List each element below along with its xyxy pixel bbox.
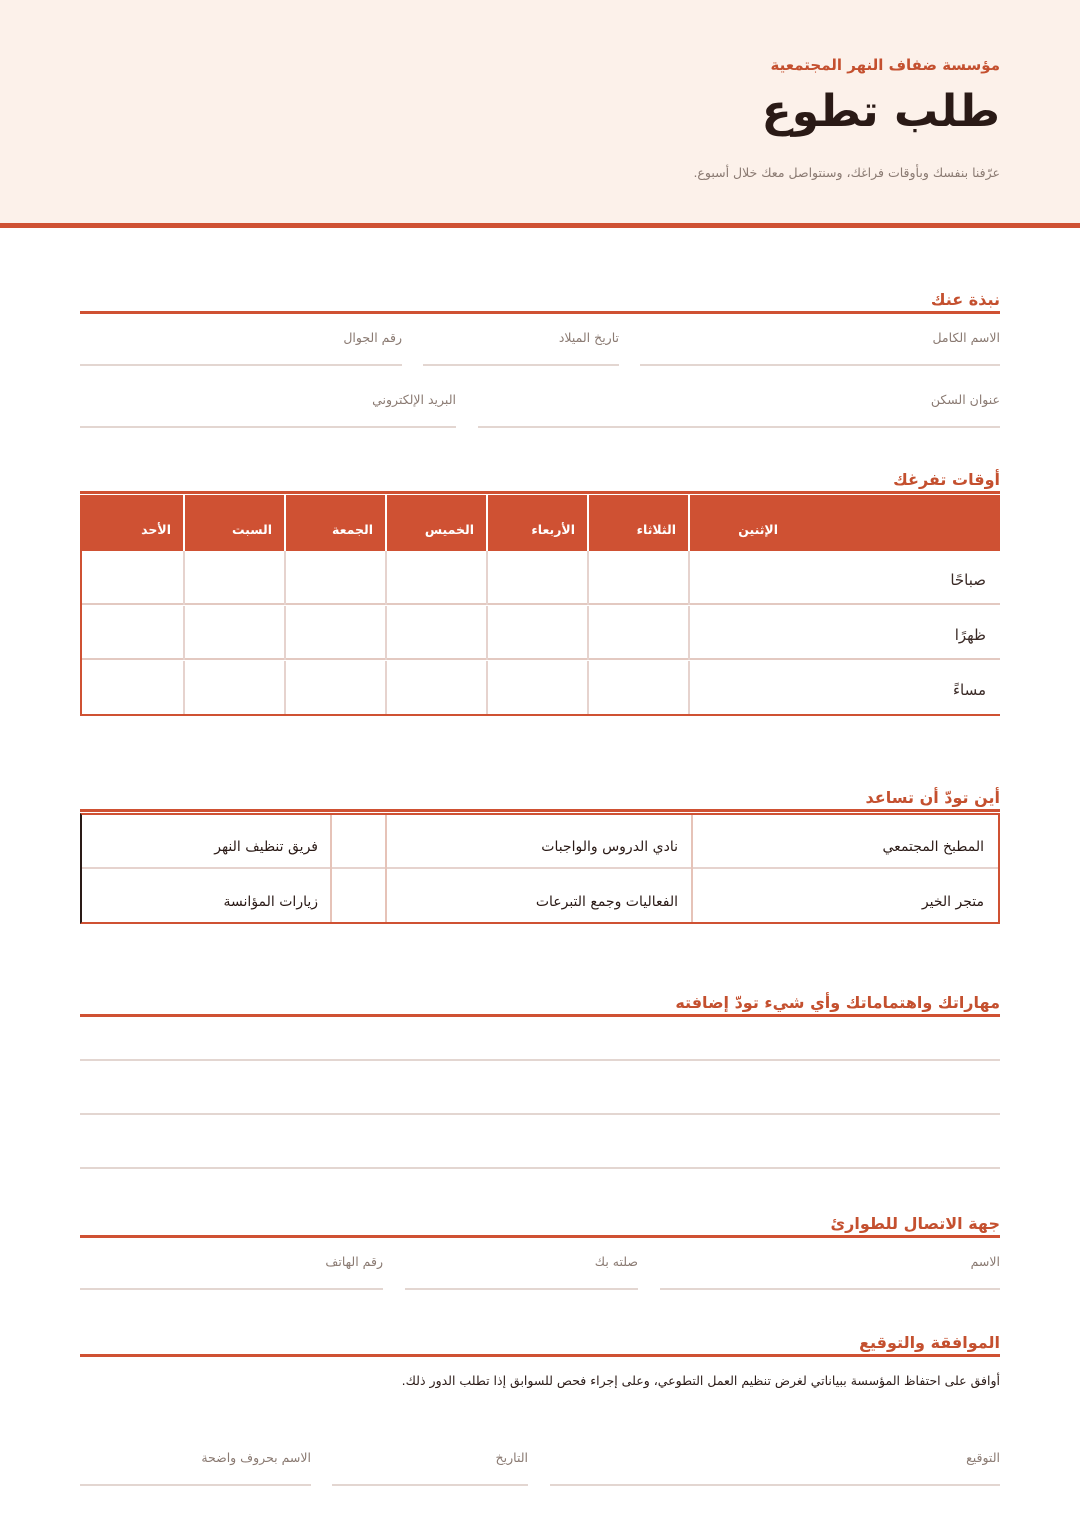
- availability-cell[interactable]: [688, 606, 790, 660]
- help-option[interactable]: زيارات المؤانسة: [223, 894, 318, 910]
- availability-cell[interactable]: [284, 661, 385, 715]
- page-title: طلب تطوع: [761, 86, 1000, 137]
- availability-row: [80, 551, 1000, 605]
- availability-cell[interactable]: [486, 661, 587, 715]
- day-header: الإثنين: [688, 495, 790, 551]
- availability-cell[interactable]: [385, 551, 486, 605]
- table-bottom-border: [80, 714, 1000, 716]
- slot-label: مساءً: [952, 681, 986, 699]
- day-header: الأحد: [80, 495, 183, 551]
- section-availability: [80, 470, 1000, 494]
- help-row: [82, 870, 998, 924]
- availability-table: [80, 495, 1000, 716]
- availability-cell[interactable]: [587, 551, 688, 605]
- section-about: [80, 290, 1000, 314]
- help-option[interactable]: نادي الدروس والواجبات: [541, 839, 678, 855]
- availability-row: [80, 661, 1000, 715]
- mobile-label: رقم الجوال: [343, 330, 402, 345]
- section-skills: [80, 993, 1000, 1017]
- printed-name-field[interactable]: [80, 1436, 311, 1486]
- day-header: الخميس: [385, 495, 486, 551]
- email-label: البريد الإلكتروني: [372, 392, 456, 407]
- consent-date-label: التاريخ: [495, 1450, 528, 1465]
- emergency-relation-field[interactable]: [405, 1240, 638, 1290]
- slot-label: صباحًا: [950, 571, 986, 589]
- address-field[interactable]: [478, 378, 1000, 428]
- availability-row: [80, 606, 1000, 660]
- emergency-relation-label: صلته بك: [594, 1254, 638, 1269]
- table-left-border: [80, 495, 82, 716]
- help-option[interactable]: فريق تنظيف النهر: [214, 839, 318, 855]
- availability-cell[interactable]: [486, 551, 587, 605]
- availability-cell[interactable]: [80, 661, 183, 715]
- availability-cell[interactable]: [587, 606, 688, 660]
- availability-cell[interactable]: [385, 606, 486, 660]
- section-consent: [80, 1333, 1000, 1357]
- availability-cell[interactable]: [385, 661, 486, 715]
- column-divider: [385, 815, 387, 922]
- section-help-title: أين تودّ أن تساعد: [865, 788, 1000, 807]
- section-availability-title: أوقات تفرغك: [893, 470, 1000, 489]
- birth-date-label: تاريخ الميلاد: [558, 330, 619, 345]
- emergency-phone-field[interactable]: [80, 1240, 383, 1290]
- consent-date-field[interactable]: [332, 1436, 528, 1486]
- page-subtitle: عرّفنا بنفسك وبأوقات فراغك، وسنتواصل معك خلال أسبوع.: [693, 165, 1000, 180]
- signature-field[interactable]: [550, 1436, 1000, 1486]
- availability-cell[interactable]: [688, 661, 790, 715]
- availability-header-row: [80, 495, 1000, 551]
- address-label: عنوان السكن: [930, 392, 1000, 407]
- emergency-name-label: الاسم: [970, 1254, 1000, 1269]
- day-header: السبت: [183, 495, 284, 551]
- availability-cell[interactable]: [80, 551, 183, 605]
- full-name-label: الاسم الكامل: [932, 330, 1000, 345]
- section-skills-title: مهاراتك واهتماماتك وأي شيء تودّ إضافته: [675, 993, 1000, 1012]
- help-option[interactable]: الفعاليات وجمع التبرعات: [535, 894, 678, 910]
- section-emergency-title: جهة الاتصال للطوارئ: [830, 1214, 1000, 1233]
- availability-cell[interactable]: [688, 551, 790, 605]
- day-header: الجمعة: [284, 495, 385, 551]
- skills-line[interactable]: [80, 1059, 1000, 1061]
- day-header: الثلاثاء: [587, 495, 688, 551]
- availability-cell[interactable]: [183, 551, 284, 605]
- column-divider: [691, 815, 693, 922]
- full-name-field[interactable]: [640, 316, 1000, 366]
- skills-line[interactable]: [80, 1167, 1000, 1169]
- help-options-table: [80, 813, 1000, 924]
- day-header: الأربعاء: [486, 495, 587, 551]
- signature-label: التوقيع: [966, 1450, 1000, 1465]
- availability-cell[interactable]: [183, 661, 284, 715]
- slot-label: ظهرًا: [954, 626, 986, 644]
- section-consent-title: الموافقة والتوقيع: [859, 1333, 1000, 1352]
- help-option[interactable]: المطبخ المجتمعي: [882, 839, 984, 855]
- consent-text: أوافق على احتفاظ المؤسسة ببياناتي لغرض تنظيم العمل التطوعي، وعلى إجراء فحص للسوابق إذا تطلب الدور ذلك.: [401, 1373, 1000, 1388]
- emergency-name-field[interactable]: [660, 1240, 1000, 1290]
- column-divider: [330, 815, 332, 922]
- skills-line[interactable]: [80, 1113, 1000, 1115]
- email-field[interactable]: [80, 378, 456, 428]
- availability-cell[interactable]: [284, 606, 385, 660]
- birth-date-field[interactable]: [423, 316, 619, 366]
- section-about-title: نبذة عنك: [930, 290, 1000, 309]
- organization-name: مؤسسة ضفاف النهر المجتمعية: [770, 56, 1000, 74]
- section-help: [80, 788, 1000, 812]
- help-option[interactable]: متجر الخير: [921, 894, 984, 910]
- availability-cell[interactable]: [587, 661, 688, 715]
- mobile-field[interactable]: [80, 316, 402, 366]
- availability-cell[interactable]: [80, 606, 183, 660]
- emergency-phone-label: رقم الهاتف: [325, 1254, 383, 1269]
- page-header: [0, 0, 1080, 228]
- section-emergency: [80, 1214, 1000, 1238]
- availability-cell[interactable]: [183, 606, 284, 660]
- availability-cell[interactable]: [486, 606, 587, 660]
- printed-name-label: الاسم بحروف واضحة: [201, 1450, 311, 1465]
- help-row: [82, 815, 998, 869]
- availability-cell[interactable]: [284, 551, 385, 605]
